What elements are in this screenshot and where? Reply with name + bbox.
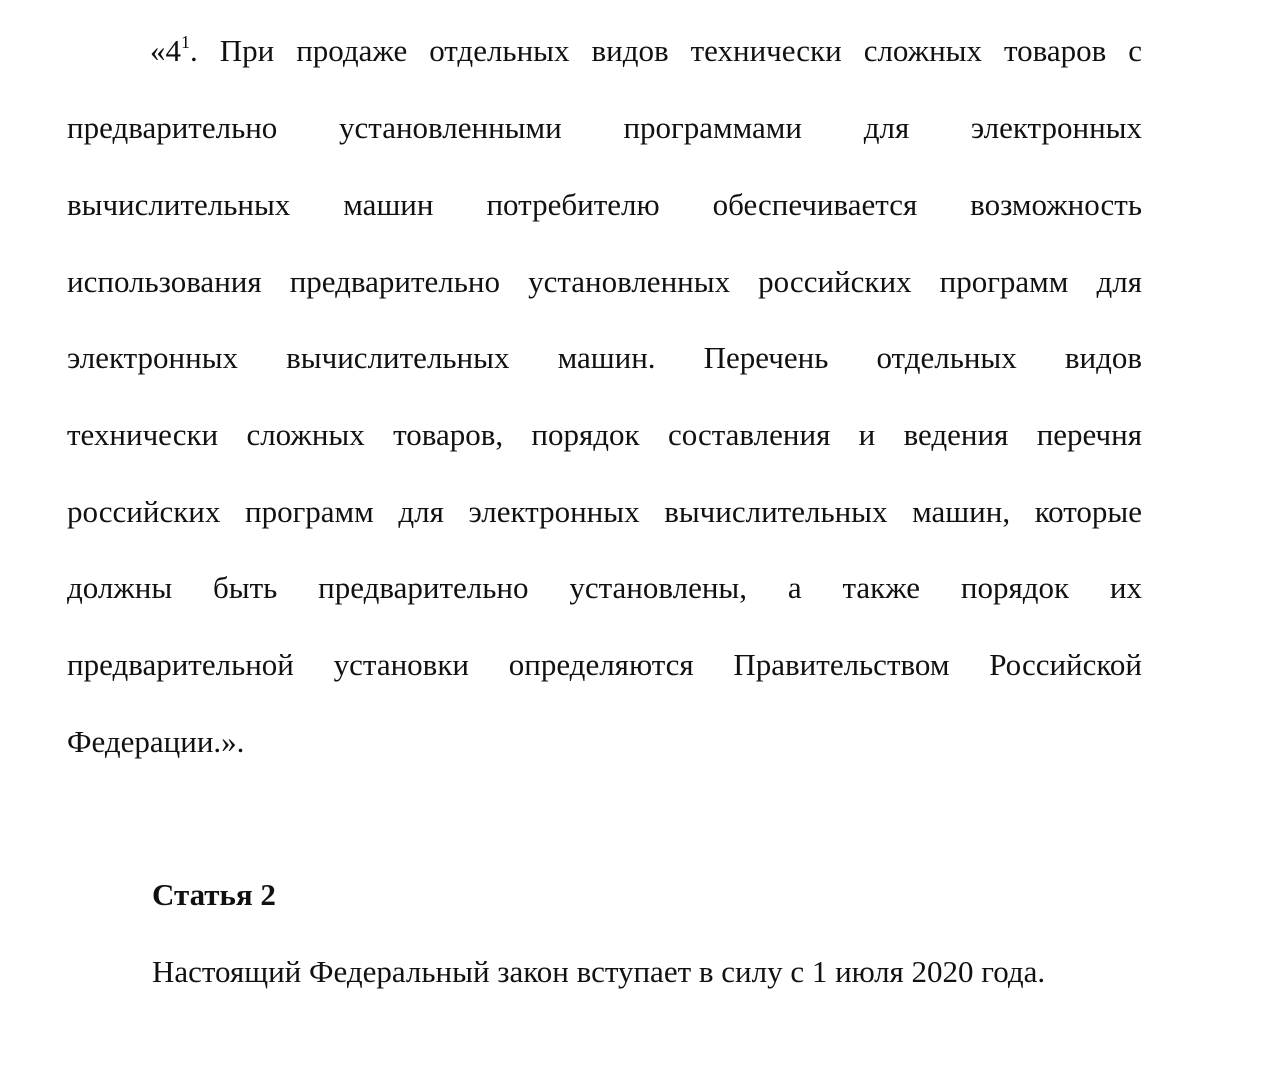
paragraph-line: использования предварительно установленных российских программ для [67, 264, 1142, 299]
paragraph-line: предварительной установки определяются Правительством Российской [67, 647, 1142, 682]
superscript-number: 1 [181, 32, 190, 52]
paragraph-line: вычислительных машин потребителю обеспечивается возможность [67, 187, 1142, 222]
paragraph-line: предварительно установленными программами для электронных [67, 110, 1142, 145]
quote-open: «4 [150, 33, 181, 68]
paragraph-line: Федерации.». [67, 724, 245, 759]
paragraph-line: «$4^1$. При продаже отдельных видов технически сложных товаров с [150, 32, 1142, 68]
paragraph-line: российских программ для электронных вычислительных машин, которые [67, 494, 1142, 529]
paragraph-line: должны быть предварительно установлены, а также порядок их [67, 570, 1142, 605]
paragraph-line: технически сложных товаров, порядок составления и ведения перечня [67, 417, 1142, 452]
article-text: Настоящий Федеральный закон вступает в силу с 1 июля 2020 года. [152, 954, 1046, 989]
article-heading: Статья 2 [152, 877, 276, 912]
paragraph-line: электронных вычислительных машин. Перечень отдельных видов [67, 340, 1142, 375]
